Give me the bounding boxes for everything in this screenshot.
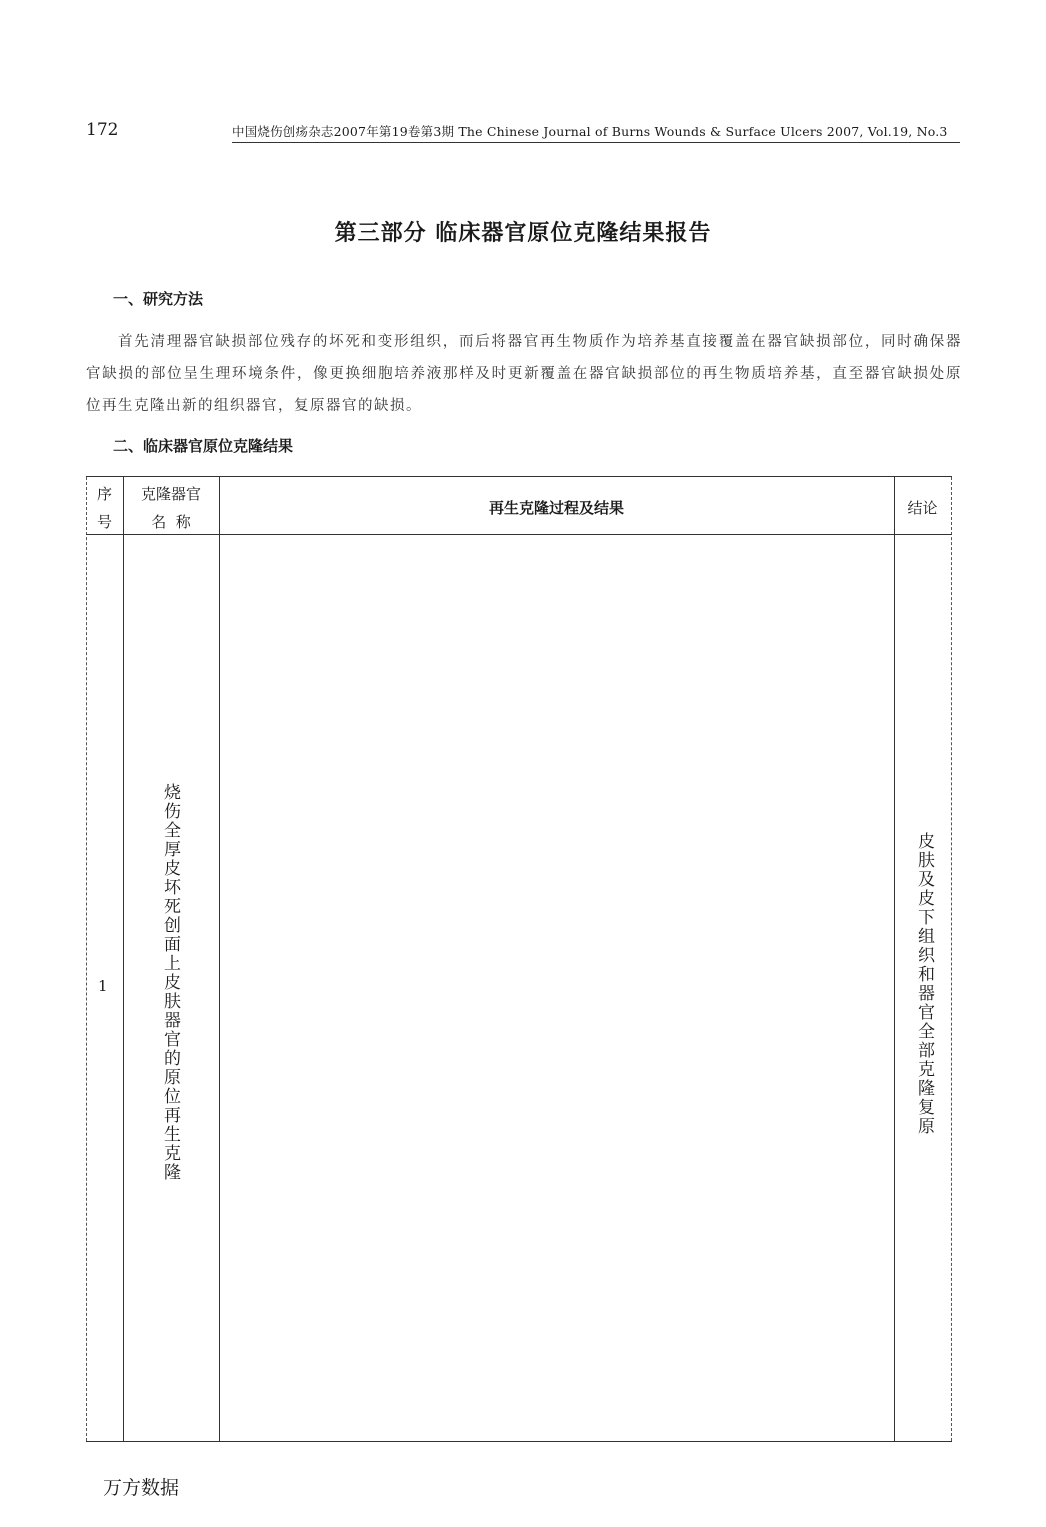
table-header-rule xyxy=(86,534,952,535)
table-divider-seq xyxy=(123,477,124,1441)
page-title: 第三部分 临床器官原位克隆结果报告 xyxy=(334,221,712,246)
page-number: 172 xyxy=(86,120,119,140)
watermark: 万方数据 xyxy=(103,1477,180,1499)
table-divider-organ xyxy=(219,477,220,1441)
table-row-1-organ: 烧伤全厚皮坏死创面上皮肤器官的原位再生克隆 xyxy=(160,783,180,1182)
header-seq-top: 序 xyxy=(96,485,112,503)
header-organ-top: 克隆器官 xyxy=(140,485,201,503)
header-process: 再生克隆过程及结果 xyxy=(488,499,624,517)
table-divider-process xyxy=(894,477,895,1441)
table-border-right xyxy=(951,477,952,1441)
running-header: 中国烧伤创疡杂志2007年第19卷第3期 The Chinese Journal of Burns Wounds & Surface Ulcers 2007, Vol.19, No.3 xyxy=(232,122,960,143)
table-row-1-conclusion: 皮肤及皮下组织和器官全部克隆复原 xyxy=(914,832,934,1136)
header-organ-bottom: 名 称 xyxy=(151,513,191,531)
table-row-1-seq: 1 xyxy=(98,977,108,995)
header-conclusion: 结论 xyxy=(907,499,938,517)
section-heading-results: 二、临床器官原位克隆结果 xyxy=(113,437,294,455)
table-border-left xyxy=(86,477,87,1441)
section-heading-methods: 一、研究方法 xyxy=(113,290,204,308)
methods-paragraph: 首先清理器官缺损部位残存的坏死和变形组织，而后将器官再生物质作为培养基直接覆盖在器官缺损部位，同时确保器官缺损的部位呈生理环境条件，像更换细胞培养液那样及时更新覆盖在器官缺损部位的再生物质培养基，直至器官缺损处原位再生克隆出新的组织器官，复原器官的缺损。 xyxy=(86,334,962,414)
results-table xyxy=(86,476,952,1442)
header-seq-bottom: 号 xyxy=(96,513,112,531)
